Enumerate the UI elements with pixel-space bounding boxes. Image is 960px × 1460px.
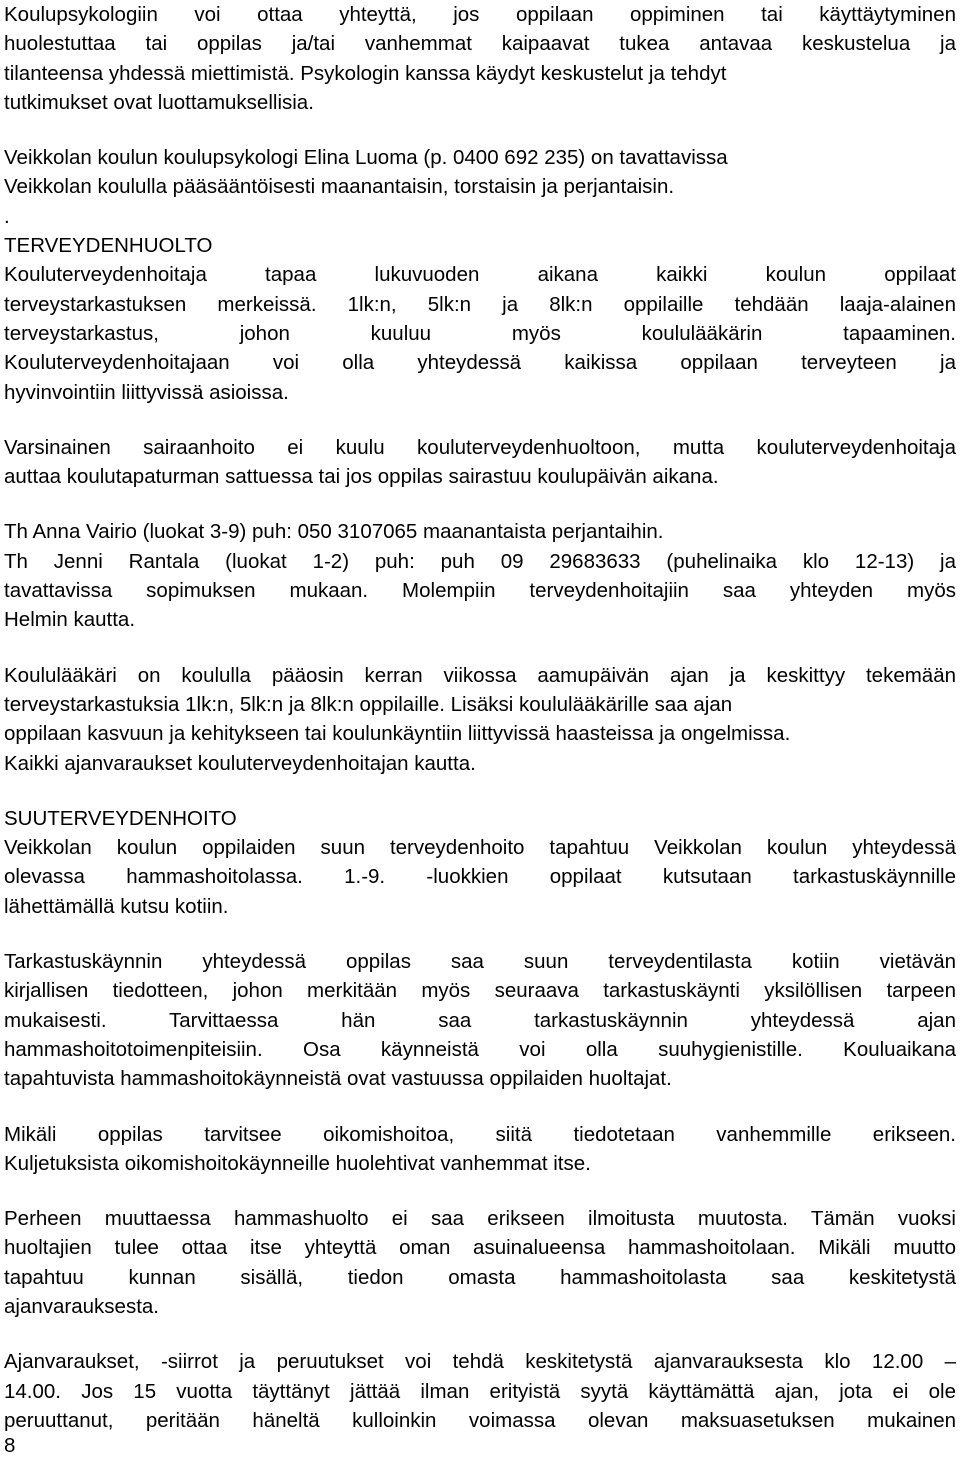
paragraph-gap: [4, 407, 956, 433]
section-heading-suuterveydenhoito: SUUTERVEYDENHOITO: [4, 806, 237, 830]
paragraph-psychologist-contact: [4, 143, 956, 407]
paragraph-dental-intro: [4, 804, 956, 921]
text-line: terveystarkastus, johon kuuluu myös koululääkärin tapaaminen.: [4, 321, 956, 345]
text-line: kirjallisen tiedotteen, johon merkitään myös seuraava tarkastuskäynti yksilöllisen tarpeen: [4, 979, 956, 1003]
paragraph-gap: [4, 117, 956, 143]
text-line: Veikkolan koululla pääsääntöisesti maanantaisin, torstaisin ja perjantaisin.: [4, 175, 675, 199]
section-heading-terveydenhuolto: TERVEYDENHUOLTO: [4, 234, 213, 258]
text-line: hyvinvointiin liittyvissä asioissa.: [4, 380, 289, 404]
paragraph-gap: [4, 778, 956, 804]
paragraph-nurse-contacts: [4, 517, 956, 634]
paragraph-gap: [4, 491, 956, 517]
text-line: tilanteensa yhdessä miettimistä. Psykologin kanssa käydyt keskustelut ja tehdyt: [4, 61, 727, 85]
text-line: tapahtuu kunnan sisällä, tiedon omasta hammashoitolasta saa keskitetystä: [4, 1265, 956, 1289]
paragraph-gap: [4, 921, 956, 947]
text-line: peruuttanut, peritään häneltä kulloinkin voimassa olevan maksuasetuksen mukainen: [4, 1408, 956, 1432]
text-line: Ajanvaraukset, -siirrot ja peruutukset voi tehdä keskitetystä ajanvarauksesta klo 12.00 –: [4, 1350, 956, 1374]
text-line: huoltajien tulee ottaa itse yhteyttä oman asuinalueensa hammashoitolaan. Mikäli muutto: [4, 1236, 956, 1260]
paragraph-gap: [4, 1094, 956, 1120]
text-line: terveystarkastuksen merkeissä. 1lk:n, 5lk:n ja 8lk:n oppilaille tehdään laaja-alainen: [4, 292, 956, 316]
text-line: Tarkastuskäynnin yhteydessä oppilas saa suun terveydentilasta kotiin vietävän: [4, 950, 956, 974]
paragraph-dental-checkup: [4, 947, 956, 1093]
text-line: tapahtuvista hammashoitokäynneistä ovat vastuussa oppilaiden huoltajat.: [4, 1067, 672, 1091]
text-line: 14.00. Jos 15 vuotta täyttänyt jättää ilman erityistä syytä käyttämättä ajan, jota ei ole: [4, 1379, 956, 1403]
text-line: Koululääkäri on koululla pääosin kerran viikossa aamupäivän ajan ja keskittyy tekemään: [4, 663, 956, 687]
text-line: Helmin kautta.: [4, 608, 136, 632]
text-line: Kouluterveydenhoitajaan voi olla yhteydessä kaikissa oppilaan terveyteen ja: [4, 351, 956, 375]
document-page: [4, 0, 956, 1435]
paragraph-sick-care: [4, 433, 956, 492]
text-line: Varsinainen sairaanhoito ei kuulu kouluterveydenhuoltoon, mutta kouluterveydenhoitaja: [4, 435, 956, 459]
text-line: Perheen muuttaessa hammashuolto ei saa erikseen ilmoitusta muutosta. Tämän vuoksi: [4, 1207, 956, 1231]
text-line: .: [4, 204, 10, 228]
text-line: Veikkolan koulun koulupsykologi Elina Luoma (p. 0400 692 235) on tavattavissa: [4, 146, 728, 170]
text-line: Kuljetuksista oikomishoitokäynneille huolehtivat vanhemmat itse.: [4, 1151, 591, 1175]
text-line: huolestuttaa tai oppilas ja/tai vanhemmat kaipaavat tukea antavaa keskustelua ja: [4, 32, 956, 56]
text-line: Kouluterveydenhoitaja tapaa lukuvuoden aikana kaikki koulun oppilaat: [4, 263, 956, 287]
page-number: 8: [4, 1434, 16, 1457]
text-line: mukaisesti. Tarvittaessa hän saa tarkastuskäynnin yhteydessä ajan: [4, 1008, 956, 1032]
paragraph-moving: [4, 1204, 956, 1321]
text-line: Th Anna Vairio (luokat 3-9) puh: 050 3107065 maanantaista perjantaihin.: [4, 520, 664, 544]
text-line: tutkimukset ovat luottamuksellisia.: [4, 90, 314, 114]
paragraph-school-doctor: [4, 661, 956, 778]
text-line: Th Jenni Rantala (luokat 1-2) puh: puh 09 29683633 (puhelinaika klo 12-13) ja: [4, 549, 956, 573]
text-line: Mikäli oppilas tarvitsee oikomishoitoa, siitä tiedotetaan vanhemmille erikseen.: [4, 1122, 956, 1146]
paragraph-gap: [4, 635, 956, 661]
paragraph-gap: [4, 1178, 956, 1204]
text-line: Koulupsykologiin voi ottaa yhteyttä, jos oppilaan oppiminen tai käyttäytyminen: [4, 3, 956, 26]
text-line: lähettämällä kutsu kotiin.: [4, 894, 229, 918]
paragraph-psychologist-intro: [4, 0, 956, 117]
text-line: ajanvarauksesta.: [4, 1294, 159, 1318]
text-line: hammashoitotoimenpiteisiin. Osa käynneistä voi olla suuhygienistille. Kouluaikana: [4, 1037, 956, 1061]
text-line: auttaa koulutapaturman sattuessa tai jos oppilas sairastuu koulupäivän aikana.: [4, 465, 719, 489]
paragraph-gap: [4, 1321, 956, 1347]
text-line: oppilaan kasvuun ja kehitykseen tai koulunkäyntiin liittyvissä haasteissa ja ongelmissa.: [4, 722, 791, 746]
text-line: tavattavissa sopimuksen mukaan. Molempiin terveydenhoitajiin saa yhteyden myös: [4, 579, 956, 603]
text-line: terveystarkastuksia 1lk:n, 5lk:n ja 8lk:n oppilaille. Lisäksi koululääkärille saa ajan: [4, 692, 733, 716]
paragraph-orthodontics: [4, 1120, 956, 1179]
text-line: olevassa hammashoitolassa. 1.-9. -luokkien oppilaat kutsutaan tarkastuskäynnille: [4, 865, 956, 889]
paragraph-appointments: [4, 1347, 956, 1435]
text-line: Veikkolan koulun oppilaiden suun terveydenhoito tapahtuu Veikkolan koulun yhteydessä: [4, 836, 956, 860]
text-line: Kaikki ajanvaraukset kouluterveydenhoitajan kautta.: [4, 751, 476, 775]
